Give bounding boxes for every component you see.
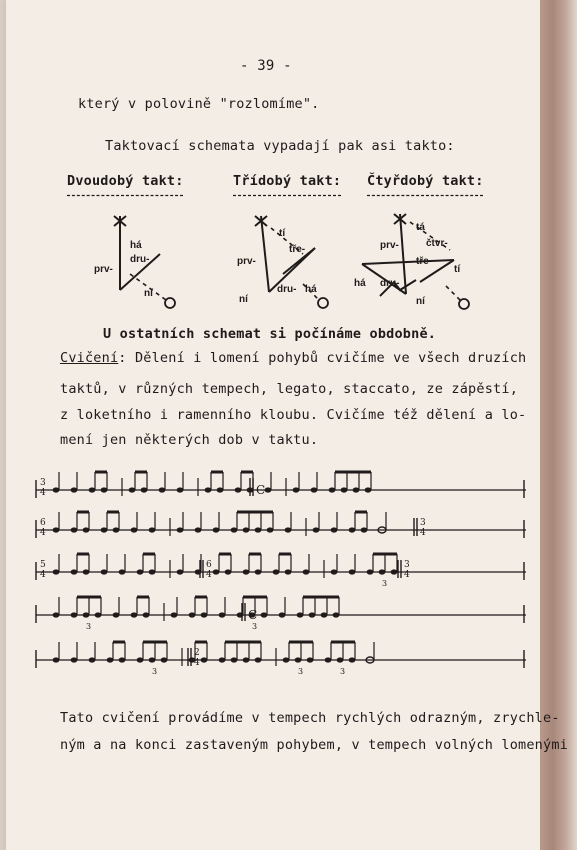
diagram-label: ní (239, 294, 248, 305)
note-head (331, 527, 338, 532)
note-head (159, 487, 166, 492)
note-head (113, 612, 120, 617)
diagram-label: čtvr- (426, 238, 448, 249)
time-signature: 6 (206, 560, 212, 570)
diagram-label: tí (279, 228, 286, 239)
note-head (243, 569, 250, 574)
note-head (149, 527, 156, 532)
diagram-label: há (354, 278, 366, 289)
text-line: mení jen některých dob v taktu. (60, 432, 319, 448)
note-head (53, 612, 60, 617)
note-head (177, 527, 184, 532)
note-head (161, 657, 168, 662)
time-signature: 4 (40, 528, 46, 538)
diagram-label: dru- (130, 254, 150, 265)
note-head (53, 527, 60, 532)
triplet-number: 3 (340, 667, 346, 676)
note-head (71, 569, 78, 574)
note-head (217, 487, 224, 492)
note-head (71, 612, 78, 617)
time-signature: 4 (404, 570, 410, 580)
page-number: - 39 - (240, 58, 292, 74)
note-head (71, 527, 78, 532)
time-signature: 6 (40, 518, 46, 528)
note-head (201, 657, 208, 662)
note-head (329, 487, 336, 492)
diagram-label: ní (416, 296, 425, 307)
conducting-diagram-three (233, 212, 343, 312)
note-head (119, 569, 126, 574)
text-line: z loketního i ramenního kloubu. Cvičíme též dělení a lo- (60, 407, 527, 423)
note-head (349, 569, 356, 574)
note-head (367, 569, 374, 574)
note-head (231, 527, 238, 532)
diagram-label: há (305, 284, 317, 295)
note-head (113, 527, 120, 532)
note-head (349, 657, 356, 662)
note-head (219, 657, 226, 662)
note-head (307, 657, 314, 662)
triplet-number: 3 (86, 622, 92, 631)
diagram-label: tá (416, 222, 425, 233)
note-head (131, 527, 138, 532)
time-signature: 4 (40, 570, 46, 580)
text-line: taktů, v různých tempech, legato, staccato, ze zápěstí, (60, 381, 519, 397)
note-head (365, 487, 372, 492)
heading-four-beat: Čtyřdobý takt: (367, 173, 484, 189)
note-head (107, 657, 114, 662)
note-head (101, 527, 108, 532)
time-signature: 4 (40, 488, 46, 498)
note-head (309, 612, 316, 617)
note-head (141, 487, 148, 492)
note-head (255, 569, 262, 574)
note-head (341, 487, 348, 492)
note-head (143, 612, 150, 617)
note-head (213, 569, 220, 574)
time-signature: 5 (40, 560, 46, 570)
time-signature: 2 (194, 648, 200, 658)
note-head (177, 487, 184, 492)
exercise-label: Cvičení (60, 350, 119, 366)
note-head (255, 657, 262, 662)
note-head (255, 527, 262, 532)
note-head (71, 487, 78, 492)
text-line: Tato cvičení provádíme v tempech rychlých odrazným, zrychle- (60, 710, 560, 726)
note-head (205, 487, 212, 492)
note-head (261, 612, 268, 617)
note-head (189, 612, 196, 617)
time-signature: 4 (420, 528, 426, 538)
triplet-number: 3 (252, 622, 258, 631)
note-head (391, 569, 398, 574)
text-line: Taktovací schemata vypadají pak asi takto: (105, 138, 455, 154)
time-signature: 3 (404, 560, 410, 570)
heading-three-beat: Třídobý takt: (233, 173, 342, 189)
note-head (297, 612, 304, 617)
note-head (349, 527, 356, 532)
note-head (311, 487, 318, 492)
note-head (379, 569, 386, 574)
note-head (225, 569, 232, 574)
note-head (149, 657, 156, 662)
note-head (53, 487, 60, 492)
note-head (201, 612, 208, 617)
note-head (279, 612, 286, 617)
note-head (235, 487, 242, 492)
note-head (293, 487, 300, 492)
note-head (95, 612, 102, 617)
note-head (89, 487, 96, 492)
note-head (149, 569, 156, 574)
note-head (285, 527, 292, 532)
conducting-diagram-four (350, 210, 480, 314)
note-head (333, 612, 340, 617)
diagram-label: ní (144, 288, 153, 299)
note-head (195, 527, 202, 532)
note-head (119, 657, 126, 662)
note-head (171, 612, 178, 617)
diagram-label: prv- (94, 264, 113, 275)
diagram-label: dru- (277, 284, 297, 295)
note-head (89, 657, 96, 662)
note-head (53, 657, 60, 662)
text-line (60, 350, 526, 366)
note-head (129, 487, 136, 492)
note-head (83, 612, 90, 617)
note-head (361, 527, 368, 532)
note-head (177, 569, 184, 574)
triplet-number: 3 (382, 579, 388, 588)
note-head (101, 569, 108, 574)
note-head (101, 487, 108, 492)
diagram-label: tí (454, 264, 461, 275)
note-head (295, 657, 302, 662)
diagram-label: dru- (380, 278, 400, 289)
time-signature: 3 (40, 478, 46, 488)
time-signature: 4 (194, 658, 200, 668)
diagram-label: prv- (237, 256, 256, 267)
diagram-label: tře- (289, 244, 306, 255)
heading-two-beat: Dvoudobý takt: (67, 173, 184, 189)
text-line: U ostatních schemat si počínáme obdobně. (103, 326, 437, 342)
common-time: C (256, 483, 266, 497)
time-signature: 4 (206, 570, 212, 580)
triplet-number: 3 (152, 667, 158, 676)
note-head (131, 612, 138, 617)
text-fragment: : Dělení i lomení pohybů cvičíme ve všech druzích (118, 350, 527, 366)
note-head (303, 569, 310, 574)
note-head (137, 657, 144, 662)
note-head (137, 569, 144, 574)
note-head (243, 527, 250, 532)
note-head (213, 527, 220, 532)
note-head (273, 569, 280, 574)
note-head (321, 612, 328, 617)
time-signature: 3 (420, 518, 426, 528)
diagram-label: tře- (416, 256, 433, 267)
note-head (337, 657, 344, 662)
note-head (219, 612, 226, 617)
note-head (83, 527, 90, 532)
note-head (353, 487, 360, 492)
note-head (331, 569, 338, 574)
note-head (83, 569, 90, 574)
note-head (313, 527, 320, 532)
rhythm-exercises (0, 460, 540, 700)
diagram-label: há (130, 240, 142, 251)
text-line: který v polovině "rozlomíme". (78, 96, 320, 112)
conducting-diagram-two (90, 212, 190, 312)
note-head (283, 657, 290, 662)
common-time: C (248, 608, 258, 622)
note-head (71, 657, 78, 662)
note-head (243, 657, 250, 662)
note-head (53, 569, 60, 574)
triplet-number: 3 (298, 667, 304, 676)
note-head (285, 569, 292, 574)
diagram-label: prv- (380, 240, 399, 251)
text-line: ným a na konci zastaveným pohybem, v tempech volných lomenými (60, 737, 568, 753)
note-head (231, 657, 238, 662)
note-head (325, 657, 332, 662)
note-head (265, 487, 272, 492)
note-head (267, 527, 274, 532)
